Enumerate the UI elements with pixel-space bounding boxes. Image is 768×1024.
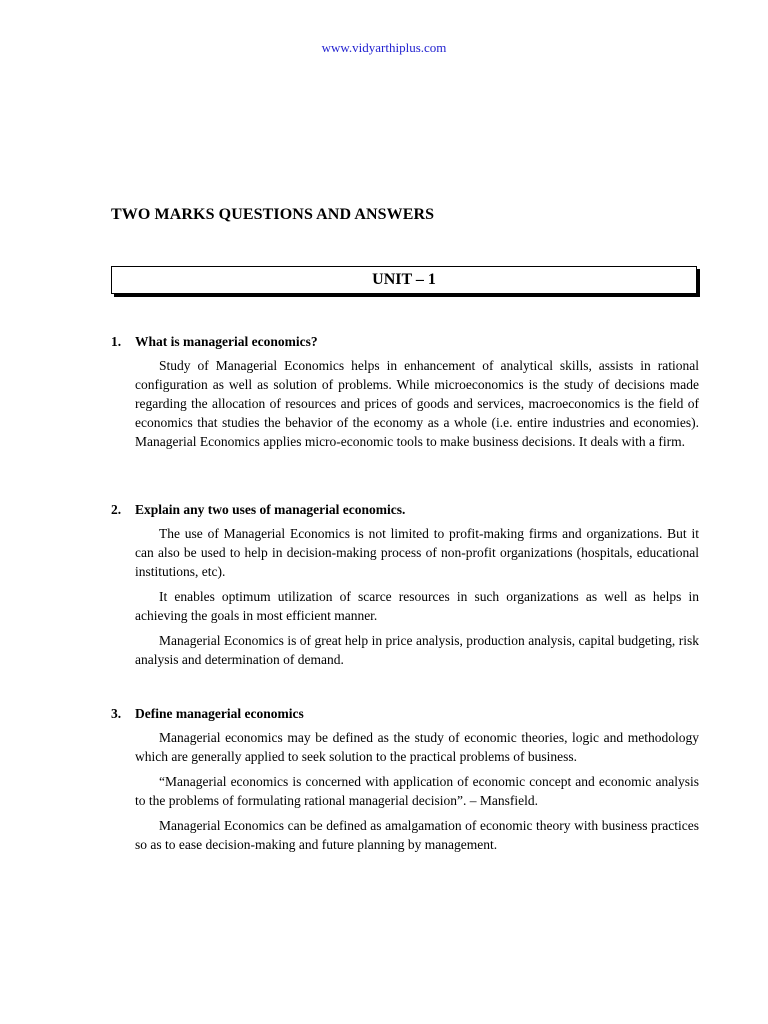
question-text: Explain any two uses of managerial economics. xyxy=(135,502,406,517)
question-heading xyxy=(111,500,699,519)
answer-paragraph: Managerial Economics is of great help in price analysis, production analysis, capital budgeting, risk analysis and determination of demand. xyxy=(135,633,699,667)
question-number: 2. xyxy=(111,502,122,517)
unit-heading-box xyxy=(111,266,697,294)
answer-paragraph: The use of Managerial Economics is not limited to profit-making firms and organizations. But it can also be used to help in decision-making process of non-profit organizations (hospitals, educational institutions, etc). xyxy=(135,526,699,579)
answer-paragraph: Managerial Economics can be defined as amalgamation of economic theory with business practices so as to ease decision-making and future planning by management. xyxy=(135,818,699,852)
question-number: 1. xyxy=(111,334,122,349)
question-block-1 xyxy=(111,332,699,457)
answer-paragraph: It enables optimum utilization of scarce resources in such organizations as well as helps in achieving the goals in most efficient manner. xyxy=(135,589,699,623)
answer-paragraph: Study of Managerial Economics helps in enhancement of analytical skills, assists in rational configuration as well as solution of problems. While microeconomics is the study of decisions made regarding the allocation of resources and prices of goods and services, macroeconomics is the field of economics that studies the behavior of the economy as a whole (i.e. entire industries and economies). Managerial Economics applies micro-economic tools to make business decisions. It deals with a firm. xyxy=(135,358,699,449)
answer-paragraph: “Managerial economics is concerned with application of economic concept and economic analysis to the problems of formulating rational managerial decision”. – Mansfield. xyxy=(135,774,699,808)
question-block-2 xyxy=(111,500,699,675)
document-title: TWO MARKS QUESTIONS AND ANSWERS xyxy=(111,206,435,223)
question-text: What is managerial economics? xyxy=(135,334,318,349)
answer-paragraph: Managerial economics may be defined as the study of economic theories, logic and methodology which are generally applied to seek solution to the practical problems of business. xyxy=(135,730,699,764)
question-heading xyxy=(111,332,699,351)
header-website-link[interactable]: www.vidyarthiplus.com xyxy=(321,40,447,55)
question-number: 3. xyxy=(111,706,122,721)
unit-heading: UNIT – 1 xyxy=(372,271,436,288)
question-block-3 xyxy=(111,704,699,860)
question-text: Define managerial economics xyxy=(135,706,304,721)
question-heading xyxy=(111,704,699,723)
